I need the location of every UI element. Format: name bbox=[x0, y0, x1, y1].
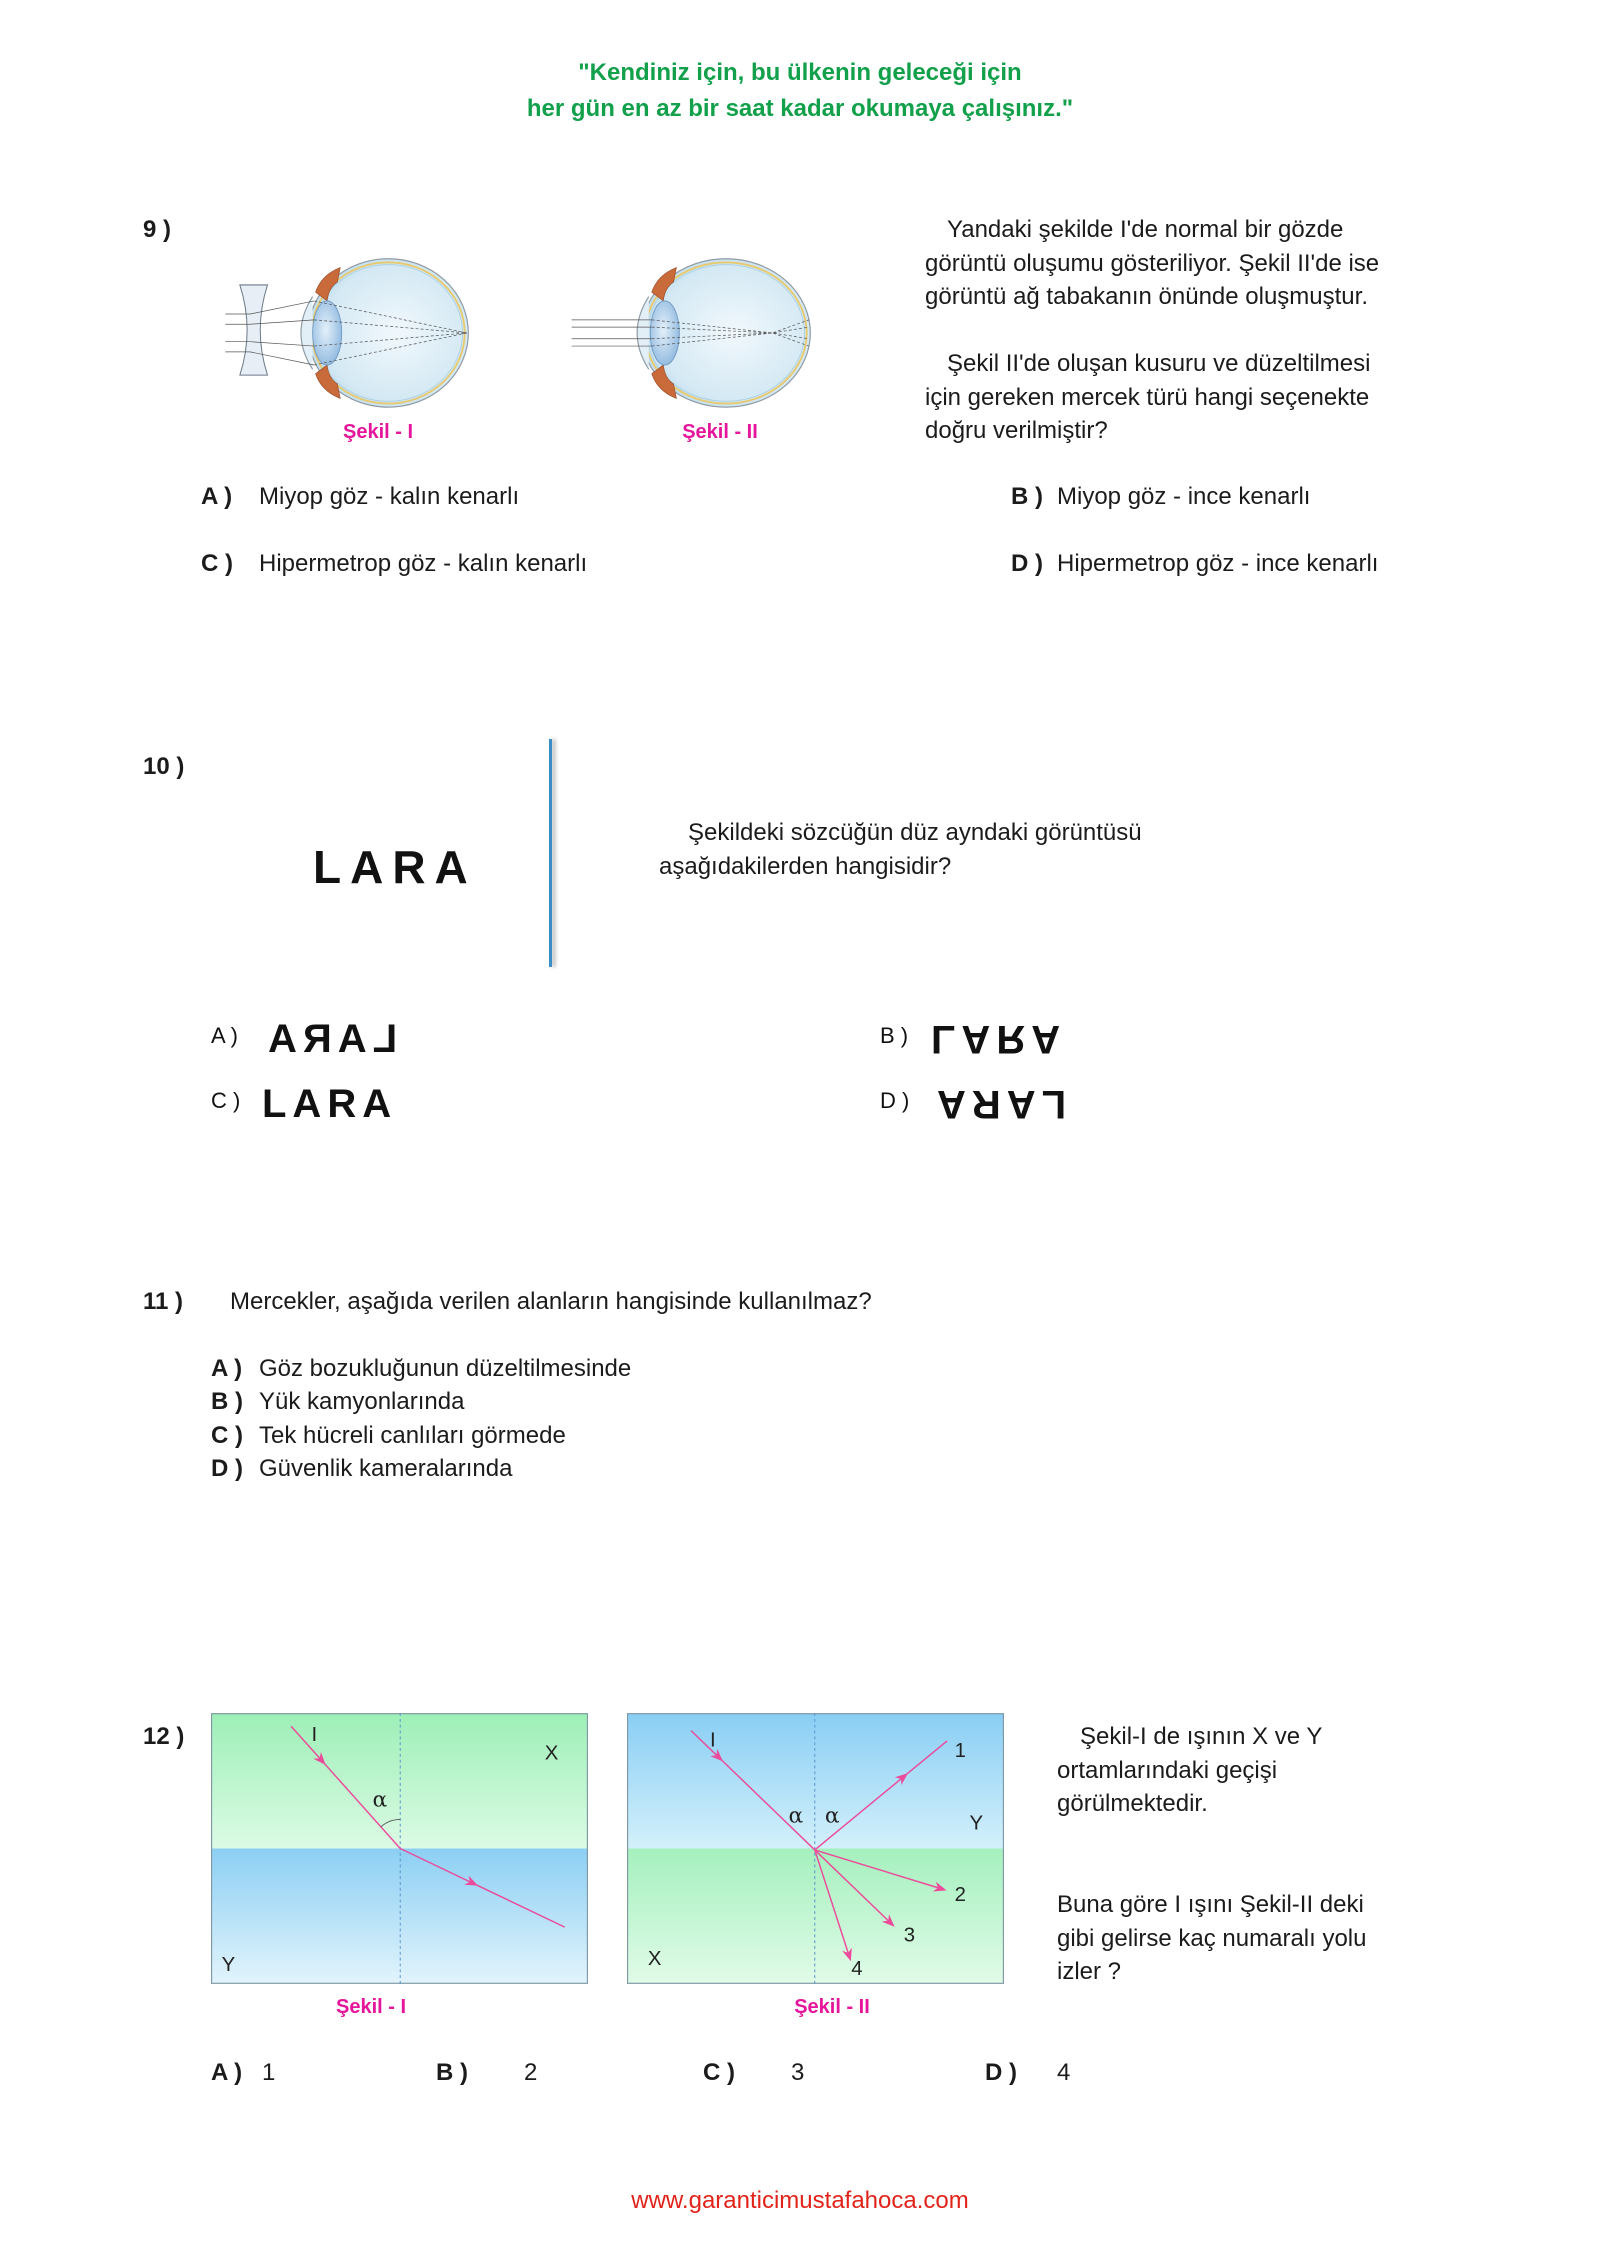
option-text-d: Güvenlik kameralarında bbox=[259, 1455, 513, 1482]
question-number-11: 11 ) bbox=[143, 1288, 184, 1315]
question-9-paragraph-1 bbox=[925, 213, 1379, 314]
option-text-c: 3 bbox=[791, 2059, 805, 2086]
paragraph-line: gibi gelirse kaç numaralı yolu bbox=[1057, 1924, 1367, 1952]
option-text-c: Hipermetrop göz - kalın kenarlı bbox=[259, 550, 588, 577]
question-9-paragraph-2 bbox=[925, 347, 1370, 448]
option-label-a: A ) bbox=[211, 1023, 238, 1048]
medium-label-bottom: X bbox=[647, 1947, 662, 1970]
option-label-c: C ) bbox=[211, 1088, 241, 1113]
option-label-b: B ) bbox=[211, 1388, 243, 1415]
option-image-d bbox=[931, 1081, 1066, 1127]
angle-label-alpha: α bbox=[788, 1803, 804, 1829]
paragraph-line: aşağıdakilerden hangisidir? bbox=[659, 852, 952, 880]
angle-label-alpha: α bbox=[824, 1803, 840, 1829]
option-label-d: D ) bbox=[985, 2059, 1017, 2086]
concave-lens bbox=[240, 285, 268, 375]
motto-header bbox=[16, 55, 1584, 127]
paragraph-line: için gereken mercek türü hangi seçenekte bbox=[925, 383, 1370, 411]
medium-y bbox=[627, 1713, 1004, 1848]
flipped-word: LARA bbox=[931, 1017, 1067, 1061]
footer-website-link[interactable]: www.garanticimustafahoca.com bbox=[631, 2187, 969, 2214]
option-label-c: C ) bbox=[211, 1422, 243, 1449]
path-label-3: 3 bbox=[903, 1924, 916, 1947]
ray-label-i: I bbox=[710, 1729, 716, 1752]
question-11-text: Mercekler, aşağıda verilen alanların hangisinde kullanılmaz? bbox=[230, 1288, 872, 1315]
option-label-d: D ) bbox=[880, 1088, 910, 1113]
option-image-c bbox=[262, 1081, 397, 1127]
crystalline-lens bbox=[313, 301, 342, 365]
paragraph-line: Şekil II'de oluşan kusuru ve düzeltilmesi bbox=[947, 350, 1371, 377]
light-ray bbox=[225, 352, 314, 365]
option-text-a: 1 bbox=[262, 2059, 276, 2086]
option-image-a bbox=[262, 1016, 397, 1062]
medium-label-top: Y bbox=[969, 1812, 984, 1835]
question-number-9: 9 ) bbox=[143, 216, 172, 243]
light-ray bbox=[225, 301, 314, 314]
option-label-a: A ) bbox=[211, 1355, 243, 1382]
figure-caption-2: Şekil - II bbox=[794, 1996, 870, 2018]
paragraph-line: doğru verilmiştir? bbox=[925, 417, 1108, 444]
option-text-b: Miyop göz - ince kenarlı bbox=[1057, 483, 1311, 510]
option-label-c: C ) bbox=[201, 550, 233, 577]
option-label-c: C ) bbox=[703, 2059, 735, 2086]
option-text-c: Tek hücreli canlıları görmede bbox=[259, 1422, 566, 1449]
motto-line-1: "Kendiniz için, bu ülkenin geleceği için bbox=[578, 59, 1022, 86]
refraction-figure-1 bbox=[211, 1713, 588, 1984]
motto-line-2: her gün en az bir saat kadar okumaya çalışınız." bbox=[526, 95, 1074, 122]
medium-x bbox=[211, 1713, 588, 1848]
question-12-paragraph-1 bbox=[1057, 1720, 1322, 1821]
option-text-b: 2 bbox=[524, 2059, 538, 2086]
paragraph-line: görülmektedir. bbox=[1057, 1790, 1208, 1817]
figure-caption-1: Şekil - I bbox=[335, 1996, 407, 2018]
question-number-12: 12 ) bbox=[143, 1723, 185, 1750]
medium-y bbox=[211, 1849, 588, 1984]
light-ray bbox=[225, 320, 314, 324]
rotated-word: LARA bbox=[931, 1082, 1067, 1126]
path-label-4: 4 bbox=[851, 1958, 863, 1981]
option-label-a: A ) bbox=[201, 483, 233, 510]
eye-figure-2 bbox=[560, 250, 822, 413]
angle-label-alpha: α bbox=[372, 1787, 388, 1813]
medium-x bbox=[627, 1849, 1004, 1984]
ray-label-i: I bbox=[311, 1723, 318, 1746]
paragraph-line: görüntü ağ tabakanın önünde oluşmuştur. bbox=[925, 283, 1368, 310]
medium-label-top: X bbox=[544, 1742, 559, 1765]
paragraph-line: görüntü oluşumu gösteriliyor. Şekil II'de ise bbox=[925, 249, 1380, 277]
option-image-b bbox=[931, 1016, 1066, 1062]
object-word: LARA bbox=[313, 841, 477, 893]
option-text-b: Yük kamyonlarında bbox=[259, 1388, 465, 1415]
cornea bbox=[301, 297, 313, 370]
mirrored-word: LARA bbox=[262, 1017, 398, 1061]
figure-caption-1: Şekil - I bbox=[342, 421, 414, 443]
crystalline-lens bbox=[650, 301, 679, 365]
plane-mirror bbox=[549, 739, 552, 967]
option-label-b: B ) bbox=[1011, 483, 1043, 510]
option-label-b: B ) bbox=[880, 1023, 909, 1048]
figure-caption-2: Şekil - II bbox=[682, 421, 758, 443]
paragraph-line: Şekil-I de ışının X ve Y bbox=[1080, 1723, 1323, 1750]
option-label-d: D ) bbox=[1011, 550, 1043, 577]
path-label-1: 1 bbox=[954, 1739, 966, 1762]
option-text-d: 4 bbox=[1057, 2059, 1071, 2086]
footer bbox=[16, 2184, 1584, 2218]
path-label-2: 2 bbox=[954, 1883, 966, 1906]
paragraph-line: Yandaki şekilde I'de normal bir gözde bbox=[947, 216, 1344, 243]
paragraph-line: izler ? bbox=[1057, 1958, 1122, 1985]
question-number-10: 10 ) bbox=[143, 753, 185, 780]
paragraph-line: Buna göre I ışını Şekil-II deki bbox=[1057, 1891, 1364, 1918]
paragraph-line: Şekildeki sözcüğün düz ayndaki görüntüsü bbox=[688, 819, 1142, 846]
question-10-text bbox=[659, 816, 1142, 883]
option-text-a: Göz bozukluğunun düzeltilmesinde bbox=[259, 1355, 632, 1382]
option-text-d: Hipermetrop göz - ince kenarlı bbox=[1057, 550, 1379, 577]
paragraph-line: ortamlarındaki geçişi bbox=[1057, 1756, 1278, 1784]
option-label-a: A ) bbox=[211, 2059, 243, 2086]
question-12-paragraph-2 bbox=[1057, 1888, 1366, 1989]
option-label-d: D ) bbox=[211, 1455, 243, 1482]
light-ray bbox=[225, 342, 314, 346]
refraction-figure-2 bbox=[627, 1713, 1004, 1984]
option-text-a: Miyop göz - kalın kenarlı bbox=[259, 483, 520, 510]
eye-figure-1 bbox=[218, 250, 480, 413]
option-label-b: B ) bbox=[436, 2059, 468, 2086]
cornea bbox=[637, 297, 649, 370]
plain-word: LARA bbox=[262, 1082, 398, 1126]
medium-label-bottom: Y bbox=[221, 1953, 236, 1976]
